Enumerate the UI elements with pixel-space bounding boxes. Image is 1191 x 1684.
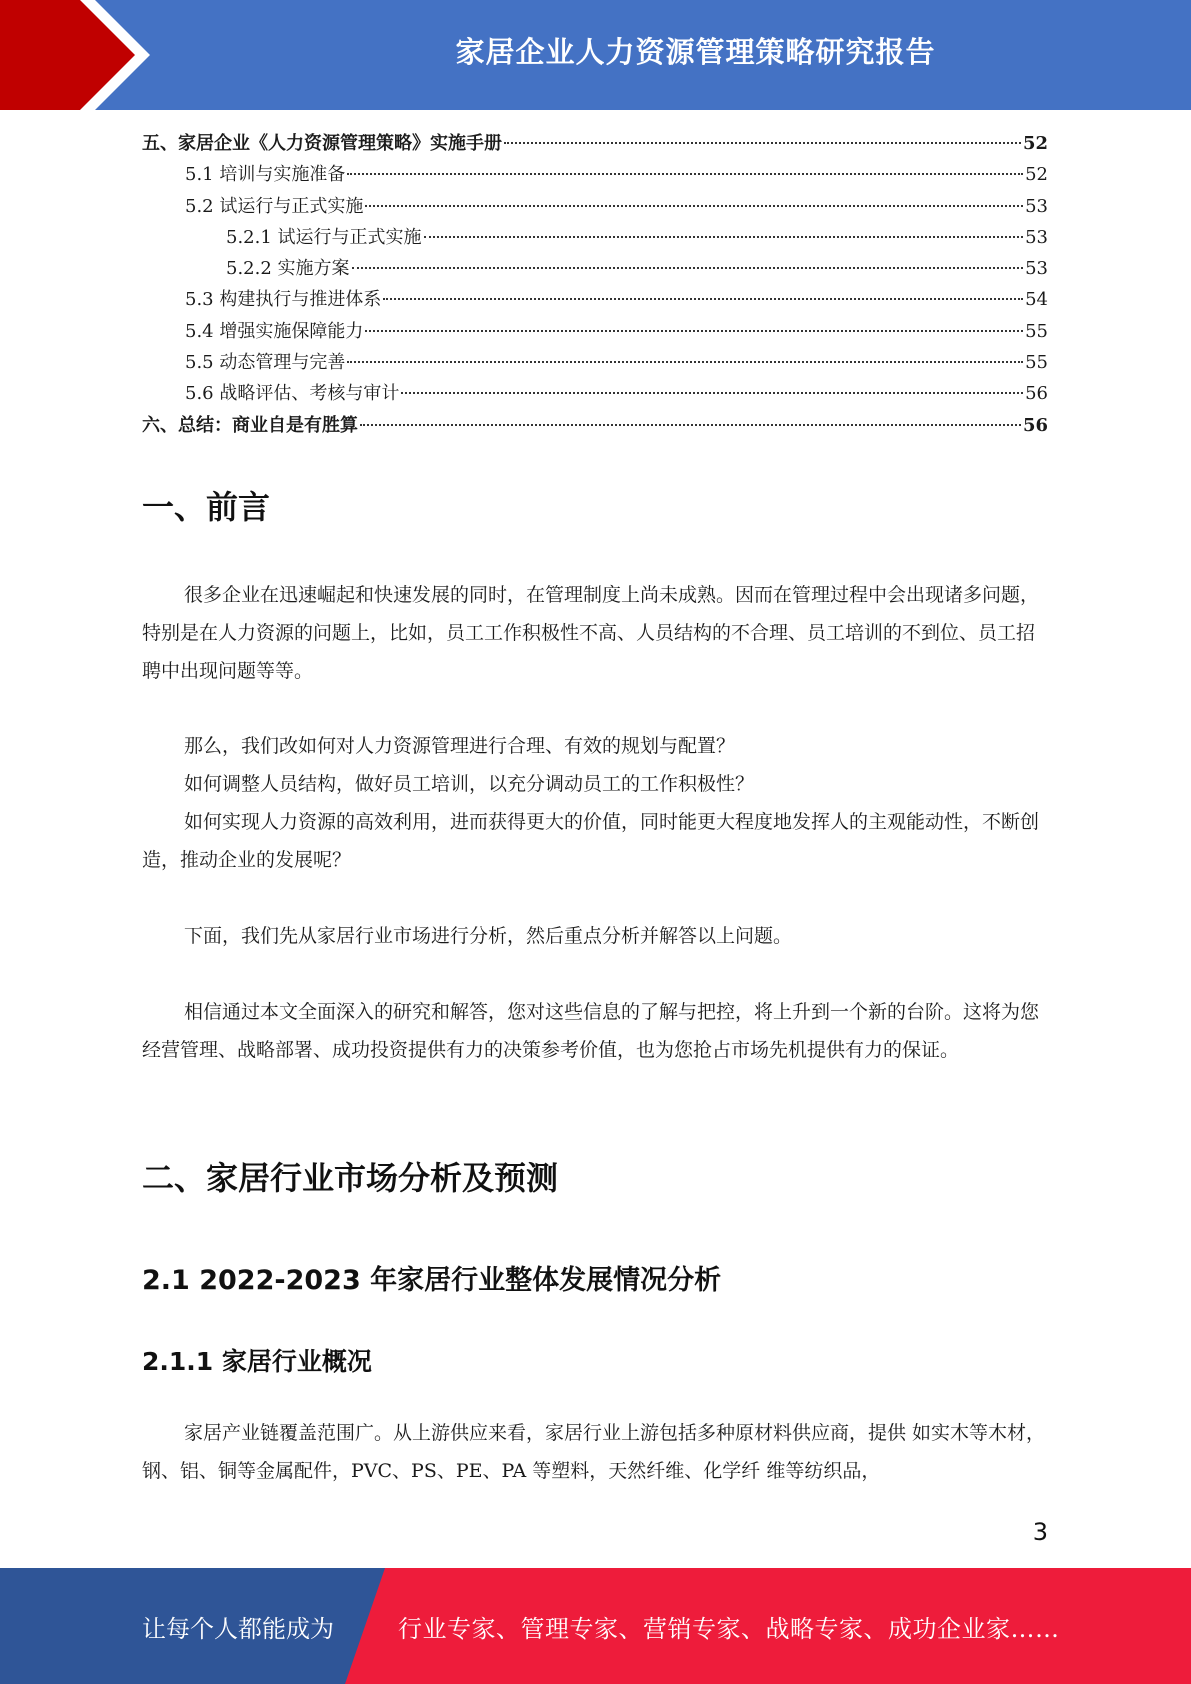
toc-dot-leader [352,267,1024,269]
toc-dot-leader [365,330,1023,332]
toc-entry[interactable] [142,316,1048,347]
toc-entry[interactable] [142,222,1048,253]
toc-dot-leader [347,173,1023,175]
toc-entry[interactable] [142,378,1048,409]
toc-entry-page: 52 [1025,164,1048,186]
section-heading-preface: 一、前言 [142,488,271,526]
page-header-banner [0,0,1191,110]
toc-entry-title: 5.1 培训与实施准备 [185,164,346,186]
paragraph: 如何实现人力资源的高效利用，进而获得更大的价值，同时能更大程度地发挥人的主观能动性，不断创造，推动企业的发展呢？ [142,811,1040,871]
toc-entry-title: 5.2.2 实施方案 [226,258,350,280]
toc-entry-title: 5.5 动态管理与完善 [185,352,346,374]
paragraph: 那么，我们改如何对人力资源管理进行合理、有效的规划与配置？ [184,735,736,757]
toc-entry-page: 53 [1025,195,1048,217]
toc-dot-leader [504,142,1021,144]
toc-entry-page: 56 [1025,383,1048,405]
toc-entry-title: 5.6 战略评估、考核与审计 [185,383,400,405]
toc-entry[interactable] [142,347,1048,378]
toc-entry[interactable] [142,191,1048,222]
toc-entry[interactable] [142,253,1048,284]
toc-entry-title: 六、总结：商业自是有胜算 [142,414,358,436]
section-heading-market-analysis: 二、家居行业市场分析及预测 [142,1159,559,1197]
paragraph: 很多企业在迅速崛起和快速发展的同时，在管理制度上尚未成熟。因而在管理过程中会出现诸多问题，特别是在人力资源的问题上，比如，员工工作积极性不高、人员结构的不合理、员工培训的不到位、员工招聘中出现问题等等。 [142,584,1040,682]
toc-entry-page: 54 [1025,289,1048,311]
toc-entry-title: 5.4 增强实施保障能力 [185,320,364,342]
toc-entry-title: 5.2.1 试运行与正式实施 [226,226,422,248]
toc-dot-leader [347,361,1023,363]
toc-entry-page: 52 [1022,133,1048,154]
footer-slogan-left: 让每个人都能成为 [142,1614,334,1643]
toc-entry[interactable] [142,284,1048,315]
footer-slogan-right: 行业专家、管理专家、营销专家、战略专家、成功企业家…… [398,1614,1060,1643]
table-of-contents [142,128,1048,441]
paragraph: 家居产业链覆盖范围广。从上游供应来看，家居行业上游包括多种原材料供应商，提供 如实木等木材，钢、铝、铜等金属配件，PVC、PS、PE、PA 等塑料，天然纤维、化学纤 维等纺织品， [142,1422,1046,1482]
subsection-heading: 2.1 2022-2023 年家居行业整体发展情况分析 [142,1265,722,1296]
toc-dot-leader [365,205,1023,207]
toc-entry[interactable] [142,159,1048,190]
page-footer-banner [0,1568,1191,1684]
toc-entry-page: 55 [1025,352,1048,374]
toc-entry-page: 56 [1022,414,1048,436]
toc-entry-title: 5.3 构建执行与推进体系 [185,289,382,311]
report-title: 家居企业人力资源管理策略研究报告 [455,34,936,69]
toc-dot-leader [401,392,1023,394]
paragraph: 相信通过本文全面深入的研究和解答，您对这些信息的了解与把控，将上升到一个新的台阶。这将为您经营管理、战略部署、成功投资提供有力的决策参考价值，也为您抢占市场先机提供有力的保证。 [142,1001,1040,1061]
red-chevron-icon [0,0,160,110]
paragraph: 如何调整人员结构，做好员工培训，以充分调动员工的工作积极性？ [184,773,755,795]
paragraph: 下面，我们先从家居行业市场进行分析，然后重点分析并解答以上问题。 [184,925,793,947]
page-number: 3 [1032,1518,1048,1546]
toc-dot-leader [424,236,1024,238]
toc-entry-page: 53 [1025,226,1048,248]
toc-entry[interactable] [142,128,1048,159]
toc-entry-title: 五、家居企业《人力资源管理策略》实施手册 [142,133,502,154]
toc-entry-page: 53 [1025,258,1048,280]
toc-entry-page: 55 [1025,320,1048,342]
toc-entry-title: 5.2 试运行与正式实施 [185,195,364,217]
toc-dot-leader [383,298,1023,300]
toc-entry[interactable] [142,410,1048,441]
toc-dot-leader [360,424,1021,426]
subsubsection-heading: 2.1.1 家居行业概况 [142,1347,372,1376]
